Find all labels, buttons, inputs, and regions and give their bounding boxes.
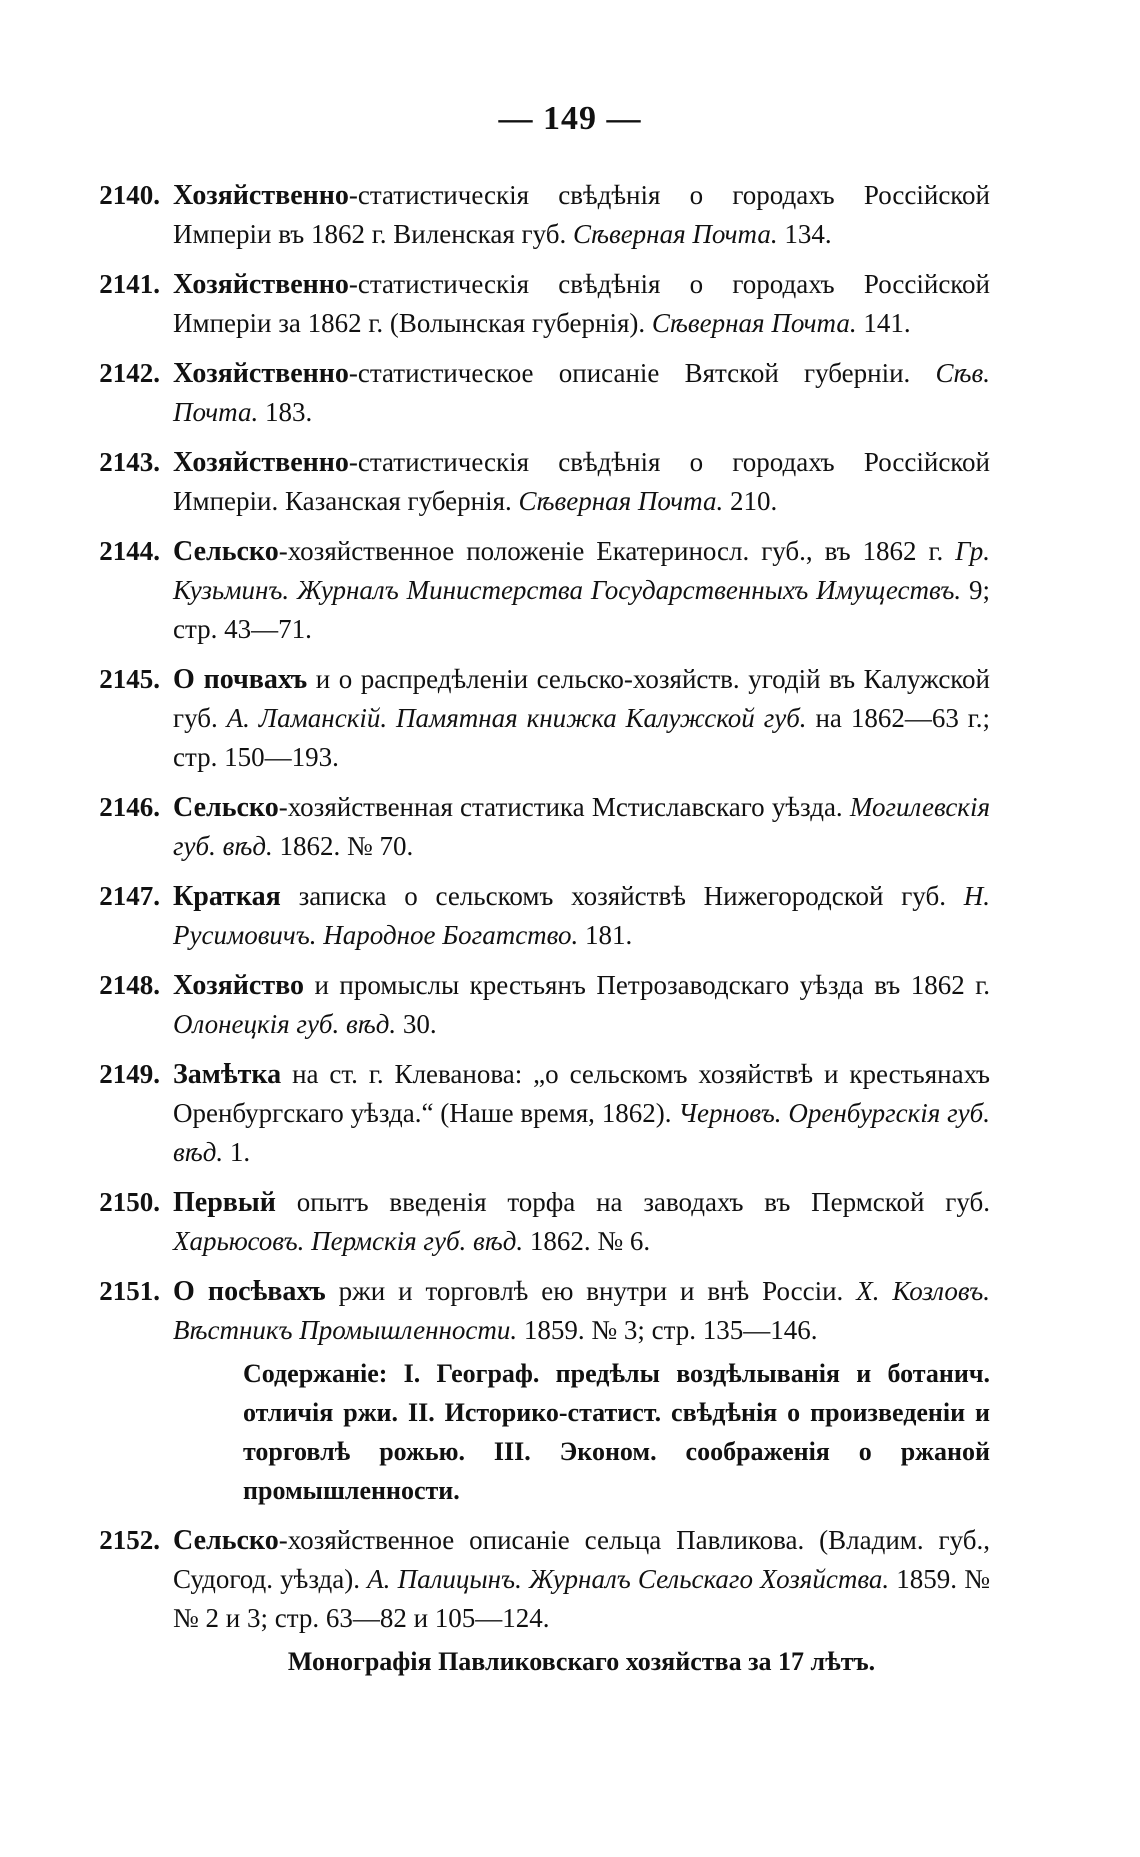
entry-source: Сѣверная Почта. [572,219,778,249]
entry-number: 2152. [99,1525,160,1555]
entry-number: 2150. [99,1187,160,1217]
entry-text: ржи и торговлѣ ею внутри и внѣ Россіи. [338,1276,844,1306]
entry-text: и промыслы крестьянъ Петрозаводскаго уѣзда въ 1862 г. [314,970,990,1000]
entry-source: А. Палицынъ. Журналъ Сельскаго Хозяйства. [367,1564,890,1594]
entry-lead: Хозяйственно [173,358,349,389]
entry-number: 2149. [99,1059,160,1089]
entry-number: 2145. [99,664,160,694]
entry-source: Гр. Кузьминъ. Журналъ Министерства Государственныхъ Имуществъ. [173,536,991,605]
entry-source: А. Ламанскій. Памятная книжка Калужской губ. [226,703,807,733]
entry-number: 2146. [99,792,160,822]
entry-number: 2147. [99,881,160,911]
entry-tail: 1862. № 70. [279,831,414,861]
bibliography-entry [70,443,990,521]
entry-tail: 1. [229,1137,251,1167]
bibliography-entry [70,660,990,777]
entry-number: 2144. [99,536,160,566]
entry-tail: 134. [784,219,832,249]
entry-tail: 1862. № 6. [529,1226,651,1256]
entry-source: Сѣверная Почта. [651,308,857,338]
entry-source: Могилевскія губ. вѣд. [173,792,990,861]
entry-tail: 141. [863,308,911,338]
entry-text: и о распредѣленіи сельско-хозяйств. угодій въ Калужской губ. [173,664,991,733]
entry-text: -статистическія свѣдѣнія о городахъ Россійской Имперіи. Казанская губернія. [173,447,990,516]
entry-number: 2141. [99,269,160,299]
bibliography-entry [70,1183,990,1261]
entry-lead: Первый [173,1187,276,1218]
entry-lead: Сельско [173,792,279,823]
entry-text: -статистическое описаніе Вятской губерніи. [348,358,911,388]
bibliography-entry [70,532,990,649]
entry-tail: 181. [585,920,633,950]
entry-text: -статистическія свѣдѣнія о городахъ Россійской Имперіи въ 1862 г. Виленская губ. [173,180,990,249]
entry-number: 2143. [99,447,160,477]
entry-source: Х. Козловъ. Вѣстникъ Промышленности. [173,1276,990,1345]
bibliography-entry [70,1521,990,1681]
bibliography-entry [70,265,990,343]
entry-number: 2151. [99,1276,160,1306]
entry-lead: О посѣвахъ [173,1276,326,1307]
entry-source: Сѣв. Почта. [173,358,991,427]
entry-lead: Хозяйственно [173,269,349,300]
entry-lead: Сельско [173,536,279,567]
entry-text: -хозяйственная статистика Мстиславскаго уѣзда. [278,792,843,822]
entry-text: -статистическія свѣдѣнія о городахъ Россійской Имперіи за 1862 г. (Волынская губернія). [173,269,990,338]
entry-source: Олонецкія губ. вѣд. [173,1009,397,1039]
bibliography-entry [70,1272,990,1510]
entry-tail: 183. [265,397,313,427]
bibliography-list [70,176,990,1692]
entry-lead: Замѣтка [173,1059,282,1090]
entry-number: 2140. [99,180,160,210]
entry-monograph-note: Монографія Павликовскаго хозяйства за 17 лѣтъ. [287,1647,876,1676]
entry-lead: Хозяйственно [173,447,349,478]
entry-number: 2148. [99,970,160,1000]
entry-text: записка о сельскомъ хозяйствѣ Нижегородской губ. [298,881,946,911]
entry-source: Сѣверная Почта. [518,486,724,516]
entry-tail: 1859. № 3; стр. 135—146. [523,1315,818,1345]
entry-lead: Хозяйственно [173,180,349,211]
entry-lead: Краткая [173,881,281,912]
entry-lead: Хозяйство [173,970,305,1001]
page-number: — 149 — [498,100,642,137]
entry-text: -хозяйственное описаніе сельца Павликова. (Владим. губ., Судогод. уѣзда). [173,1525,990,1594]
bibliography-entry [70,788,990,866]
entry-contents-note: Содержаніе: I. Географ. предѣлы воздѣлыванія и ботанич. отличія ржи. II. Историко-статист. свѣдѣнія о произведеніи и торговлѣ рожью. III. Эконом. соображенія о ржаной промышленности. [243,1359,990,1505]
bibliography-entry [70,877,990,955]
entry-tail: 30. [402,1009,437,1039]
bibliography-entry [70,354,990,432]
entry-tail: на 1862—63 г.; стр. 150—193. [173,703,991,772]
bibliography-entry [70,966,990,1044]
entry-tail: 1859. №№ 2 и 3; стр. 63—82 и 105—124. [173,1564,990,1633]
entry-tail: 9; стр. 43—71. [173,575,990,644]
entry-source: Черновъ. Оренбургскія губ. вѣд. [173,1098,990,1167]
entry-lead: О почвахъ [173,664,308,695]
entry-text: опытъ введенія торфа на заводахъ въ Пермской губ. [296,1187,991,1217]
entry-tail: 210. [729,486,778,516]
entry-lead: Сельско [173,1525,279,1556]
entry-number: 2142. [99,358,160,388]
entry-source: Н. Русимовичъ. Народное Богатство. [173,881,990,950]
entry-source: Харьюсовъ. Пермскія губ. вѣд. [173,1226,524,1256]
entry-text: -хозяйственное положеніе Екатериносл. губ., въ 1862 г. [278,536,944,566]
entry-text: на ст. г. Клеванова: „о сельскомъ хозяйствѣ и крестьянахъ Оренбургскаго уѣзда.“ (Наше время, 1862). [173,1059,990,1128]
bibliography-entry [70,176,990,254]
bibliography-entry [70,1055,990,1172]
